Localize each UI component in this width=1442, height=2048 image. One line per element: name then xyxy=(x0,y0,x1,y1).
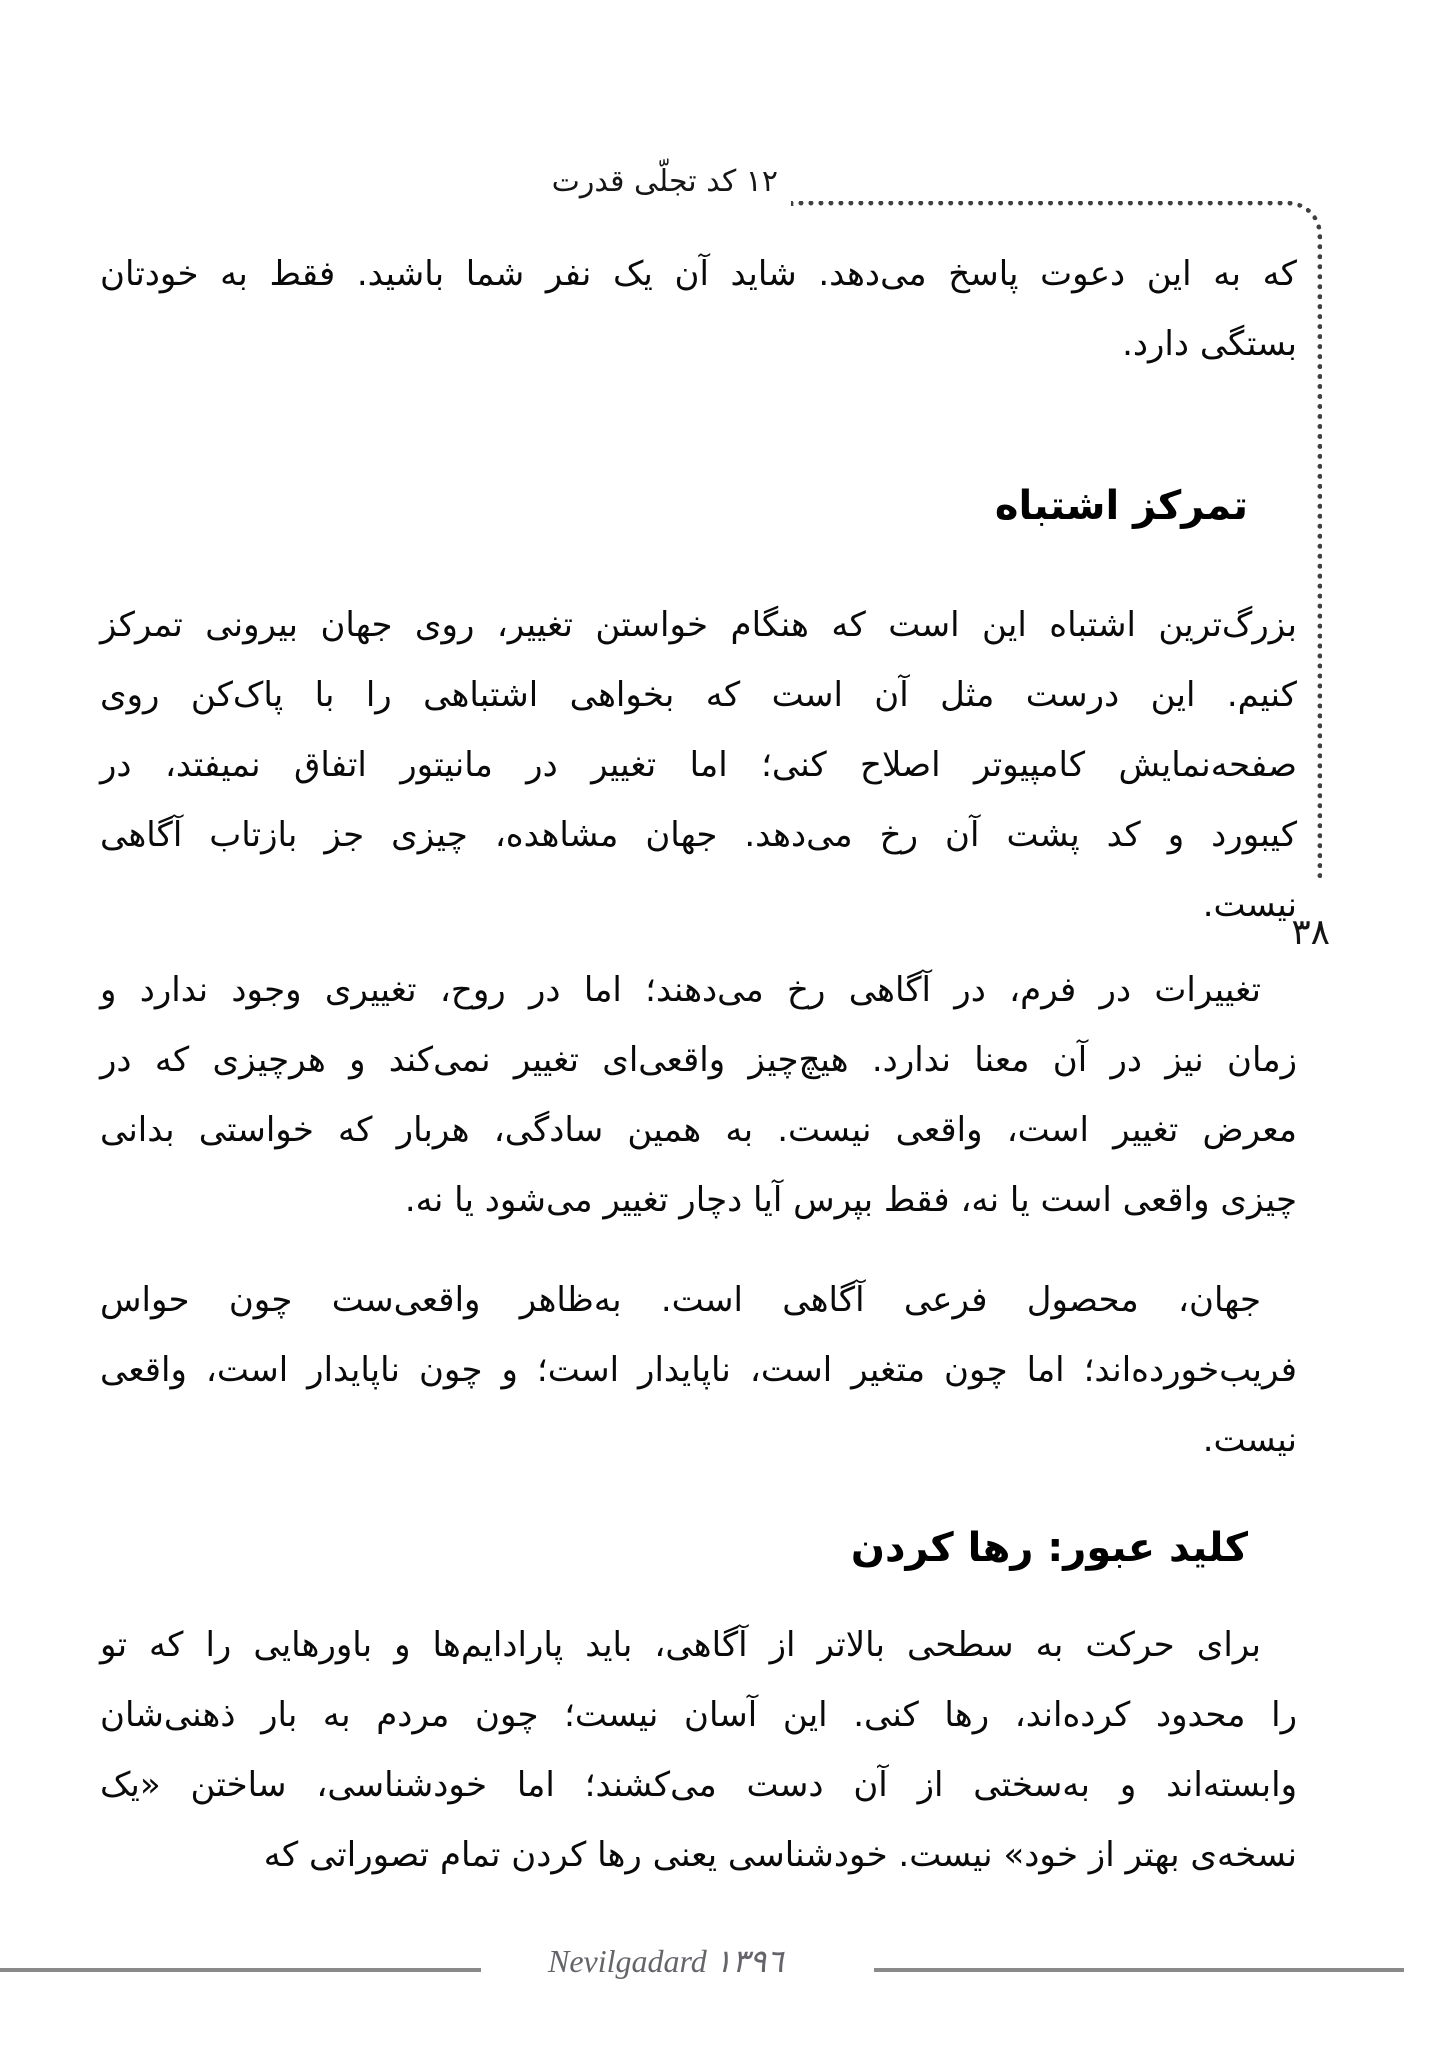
text-line: که به این دعوت پاسخ می‌دهد. شاید آن یک نفر شما باشید. فقط به خودتان xyxy=(100,254,1297,294)
text-line: کیبورد و کد پشت آن رخ می‌دهد. جهان مشاهده، چیزی جز بازتاب آگاهی xyxy=(100,815,1297,855)
text-line: تغییرات در فرم، در آگاهی رخ می‌دهند؛ اما در روح، تغییری وجود ندارد و xyxy=(100,970,1261,1010)
running-head-chapter-title: ۱۲ کد تجلّی قدرت xyxy=(551,164,778,199)
text-line: جهان، محصول فرعی آگاهی است. به‌ظاهر واقعی‌ست چون حواس xyxy=(100,1280,1261,1320)
text-line: وابسته‌اند و به‌سختی از آن دست می‌کشند؛ اما خودشناسی، ساختن «یک xyxy=(100,1765,1297,1805)
text-line: را محدود کرده‌اند، رها کنی. این آسان نیست؛ چون مردم به بار ذهنی‌شان xyxy=(100,1695,1297,1735)
footer-rule-left xyxy=(0,1968,481,1972)
paragraph-intro xyxy=(100,239,1297,379)
text-line: چیزی واقعی است یا نه، فقط بپرس آیا دچار تغییر می‌شود یا نه. xyxy=(404,1180,1297,1220)
section-heading-key-letting-go: کلید عبور: رها کردن xyxy=(850,1525,1248,1571)
text-line: بستگی دارد. xyxy=(1122,324,1297,364)
text-line: فریب‌خورده‌اند؛ اما چون متغیر است، ناپایدار است؛ و چون ناپایدار است، واقعی xyxy=(100,1350,1297,1390)
text-line: نیست. xyxy=(1202,1420,1297,1460)
section-heading-wrong-focus: تمرکز اشتباه xyxy=(994,483,1248,529)
text-line: صفحه‌نمایش کامپیوتر اصلاح کنی؛ اما تغییر در مانیتور اتفاق نمیفتد، در xyxy=(100,745,1297,785)
text-line: معرض تغییر است، واقعی نیست. به همین سادگی، هربار که خواستی بدانی xyxy=(100,1110,1297,1150)
text-line: نسخه‌ی بهتر از خود» نیست. خودشناسی یعنی رها کردن تمام تصوراتی که xyxy=(263,1835,1297,1875)
footer-rule-right xyxy=(874,1968,1404,1972)
page-number: ۳۸ xyxy=(1291,912,1330,953)
text-line: بزرگ‌ترین اشتباه این است که هنگام خواستن تغییر، روی جهان بیرونی تمرکز xyxy=(100,605,1297,645)
text-line: کنیم. این درست مثل آن است که بخواهی اشتباهی را با پاک‌کن روی xyxy=(100,675,1297,715)
text-line: نیست. xyxy=(1202,885,1297,925)
paragraph-5 xyxy=(100,1610,1297,1890)
text-line: زمان نیز در آن معنا ندارد. هیچ‌چیز واقعی‌ای تغییر نمی‌کند و هرچیزی که در xyxy=(100,1040,1297,1080)
paragraph-2 xyxy=(100,590,1297,940)
text-line: برای حرکت به سطحی بالاتر از آگاهی، باید پارادایم‌ها و باورهایی را که تو xyxy=(100,1625,1261,1665)
paragraph-3 xyxy=(100,955,1297,1235)
paragraph-4 xyxy=(100,1265,1297,1475)
footer-credit: Nevilgadard ١٣٩٦ xyxy=(548,1943,784,1979)
